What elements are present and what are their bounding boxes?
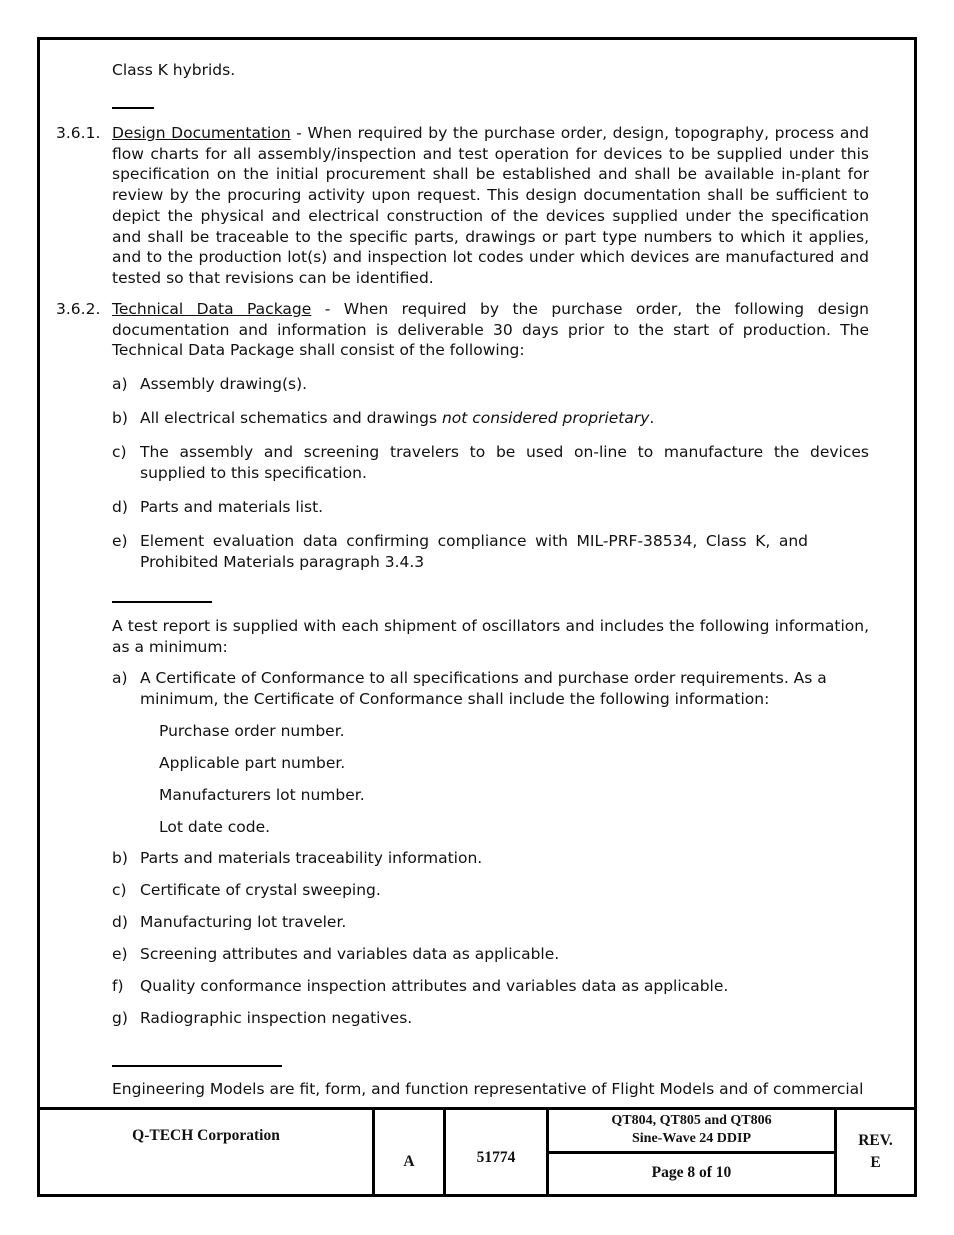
company-name: Q-TECH Corporation: [132, 1127, 280, 1144]
title-block-divider: [834, 1110, 837, 1194]
tdp-item-e-label: e): [112, 532, 128, 550]
report-item-g-label: g): [112, 1009, 128, 1027]
section-title-technical-data-package: Technical Data Package: [112, 300, 312, 318]
test-report-intro: A test report is supplied with each shipment of oscillators and includes the following information, as a minimum:: [112, 617, 869, 656]
revision-value: E: [870, 1154, 881, 1171]
tdp-item-b-italic: not considered proprietary: [441, 409, 650, 427]
engineering-models-text: Engineering Models are fit, form, and function representative of Flight Models and of commercial: [112, 1080, 864, 1098]
tdp-item-c-label: c): [112, 443, 127, 461]
paragraph-class-k: Class K hybrids.: [112, 61, 236, 79]
section-number-3-6-1: 3.6.1.: [56, 124, 101, 142]
report-item-a-text: A Certificate of Conformance to all specifications and purchase order requirements. As a minimum, the Certificate of Conformance shall include the following information:: [140, 669, 827, 708]
report-item-c-label: c): [112, 881, 127, 899]
revision-label: REV.: [858, 1132, 893, 1149]
report-item-g-text: Radiographic inspection negatives.: [140, 1009, 413, 1027]
section-3-6-1-paragraph: [112, 123, 869, 289]
document-title-line-1: QT804, QT805 and QT806: [611, 1113, 772, 1128]
section-3-6-2-text: - When required by the purchase order, the following design documentation and information is deliverable 30 days prior to the start of production. The Technical Data Package shall consist of the following:: [112, 300, 869, 360]
section-3-6-2-paragraph: [112, 299, 869, 361]
coc-part-number: Applicable part number.: [159, 754, 346, 772]
report-item-f-text: Quality conformance inspection attributes and variables data as applicable.: [140, 977, 729, 995]
report-item-c-text: Certificate of crystal sweeping.: [140, 881, 381, 899]
heading-rule: [112, 601, 212, 603]
tdp-item-b-label: b): [112, 409, 128, 427]
cage-code: 51774: [476, 1149, 516, 1166]
size-code: A: [403, 1153, 415, 1170]
document-body: [40, 40, 914, 1108]
tdp-item-a-label: a): [112, 375, 128, 393]
report-item-e-label: e): [112, 945, 128, 963]
heading-rule: [112, 107, 154, 109]
report-item-a-label: a): [112, 669, 128, 687]
coc-lot-number: Manufacturers lot number.: [159, 786, 365, 804]
tdp-item-b-tail: .: [649, 409, 655, 427]
report-item-e-text: Screening attributes and variables data as applicable.: [140, 945, 560, 963]
tdp-item-a-text: Assembly drawing(s).: [140, 375, 308, 393]
report-item-b-text: Parts and materials traceability information.: [140, 849, 483, 867]
section-3-6-1-text: - When required by the purchase order, design, topography, process and flow charts for all assembly/inspection and test operation for devices to be supplied under this specification on the initial procurement shall be established and shall be available in-plant for review by the procuring activity upon request. This design documentation shall be sufficient to depict the physical and electrical construction of the devices supplied under the specification and shall be traceable to the specific parts, drawings or part type numbers to which it applies, and to the production lot(s) and inspection lot codes under which devices are manufactured and tested so that revisions can be identified.: [112, 124, 870, 287]
heading-rule: [112, 1065, 282, 1067]
title-block-divider: [549, 1151, 834, 1154]
tdp-item-d-text: Parts and materials list.: [140, 498, 324, 516]
tdp-item-c-text: The assembly and screening travelers to be used on-line to manufacture the devices supplied to this specification.: [140, 443, 869, 482]
tdp-item-d-label: d): [112, 498, 128, 516]
document-title-line-2: Sine-Wave 24 DDIP: [632, 1131, 751, 1146]
report-item-d-text: Manufacturing lot traveler.: [140, 913, 347, 931]
coc-purchase-order: Purchase order number.: [159, 722, 345, 740]
report-item-f-label: f): [112, 977, 124, 995]
tdp-item-e-text: Element evaluation data confirming compliance with MIL-PRF-38534, Class K, and Prohibited Materials paragraph 3.4.3: [140, 532, 808, 571]
document-page: [37, 37, 917, 1197]
page-number: Page 8 of 10: [651, 1164, 732, 1181]
section-title-design-documentation: Design Documentation: [112, 124, 291, 142]
coc-date-code: Lot date code.: [159, 818, 271, 836]
report-item-b-label: b): [112, 849, 128, 867]
tdp-item-b: [140, 408, 869, 429]
tdp-item-b-text: All electrical schematics and drawings: [140, 409, 442, 427]
section-number-3-6-2: 3.6.2.: [56, 300, 101, 318]
report-item-d-label: d): [112, 913, 128, 931]
title-block: [40, 1107, 914, 1194]
